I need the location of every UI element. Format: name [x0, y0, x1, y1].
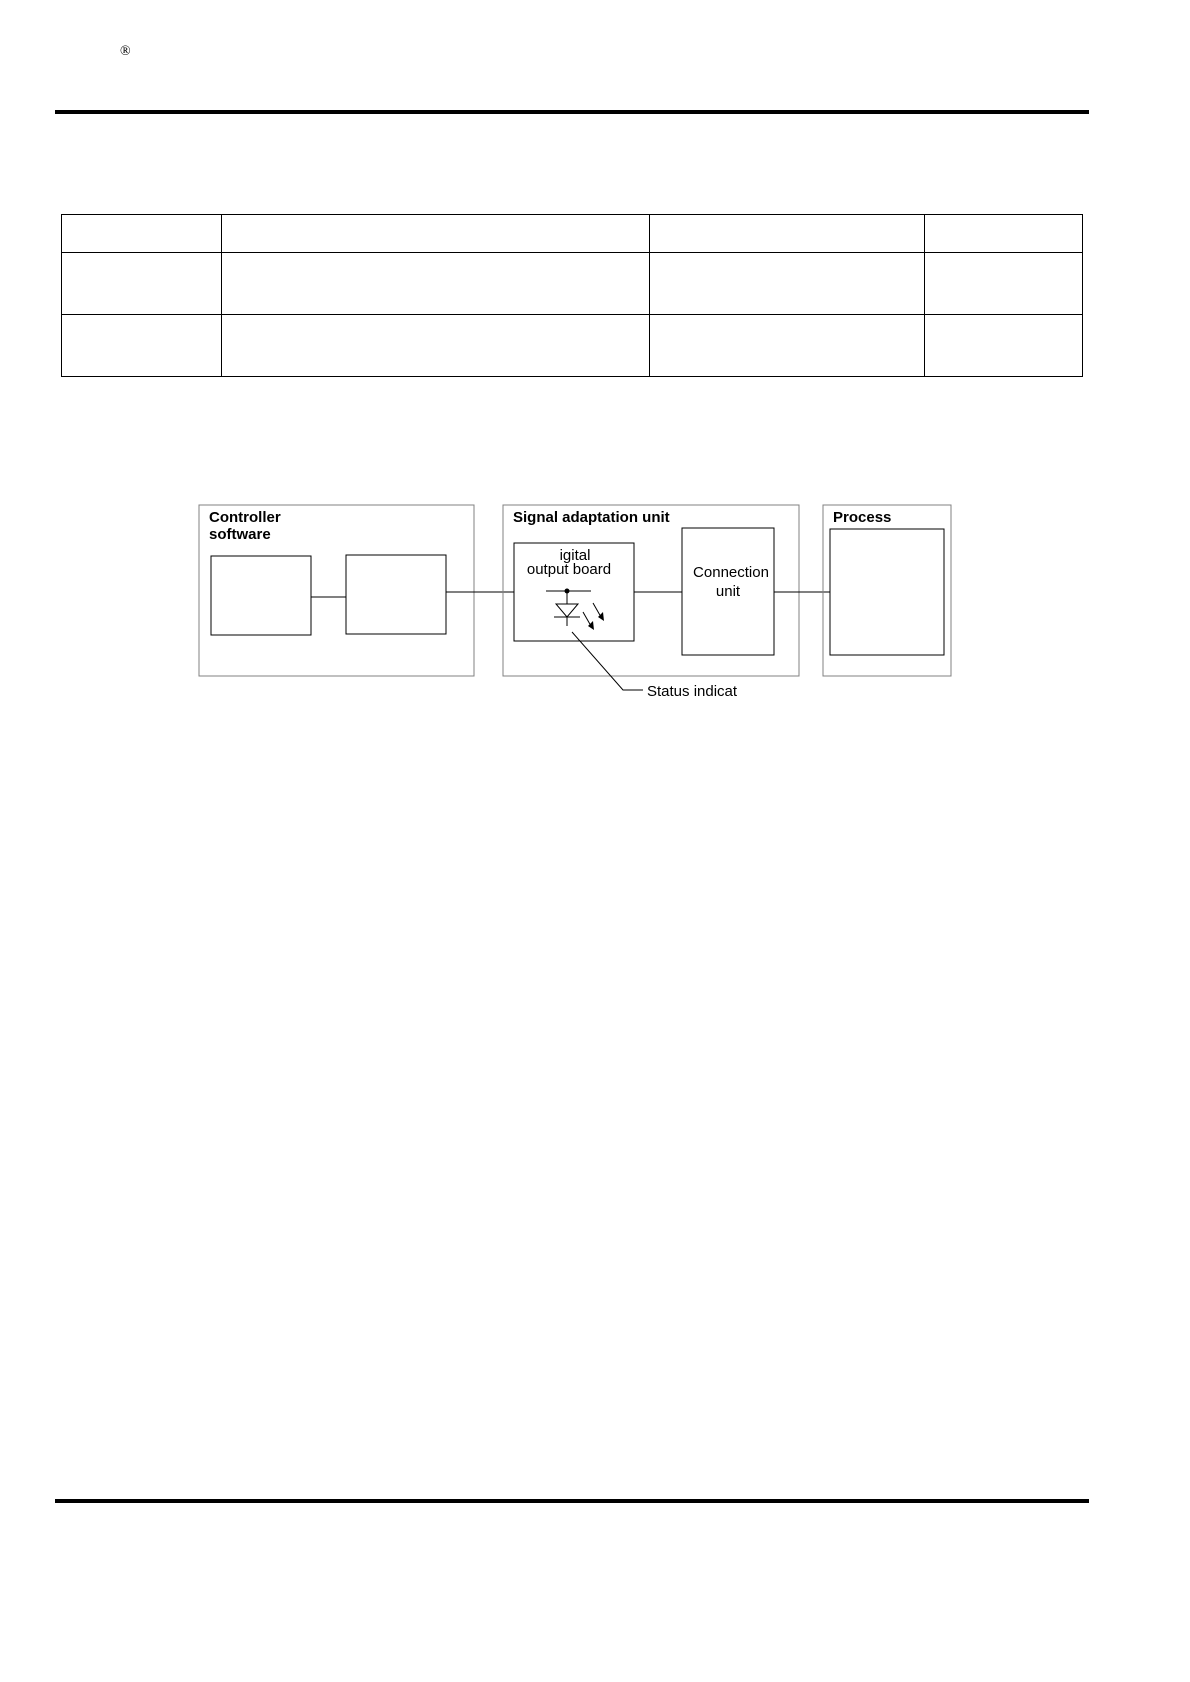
digital-output-board-label-line2: output board — [526, 561, 612, 578]
process-block — [830, 529, 944, 655]
signal-adaptation-unit-label: Signal adaptation unit — [513, 509, 670, 526]
registered-trademark-mark: ® — [120, 44, 131, 59]
process-label: Process — [833, 509, 892, 526]
controller-software-label-line1: Controller — [209, 509, 281, 526]
controller-block-1 — [211, 556, 311, 635]
connection-unit-label-line1: Connection — [693, 564, 769, 581]
status-indicator-label: Status indicat — [647, 683, 738, 700]
connection-unit-label-line2: unit — [715, 583, 741, 600]
digital-output-board-label-line1: igital — [559, 547, 591, 564]
led-diode-icon — [546, 589, 604, 631]
controller-block-2 — [346, 555, 446, 634]
footer-rule — [55, 1499, 1089, 1503]
controller-software-label-line2: software — [209, 526, 271, 543]
process-group — [823, 505, 951, 676]
